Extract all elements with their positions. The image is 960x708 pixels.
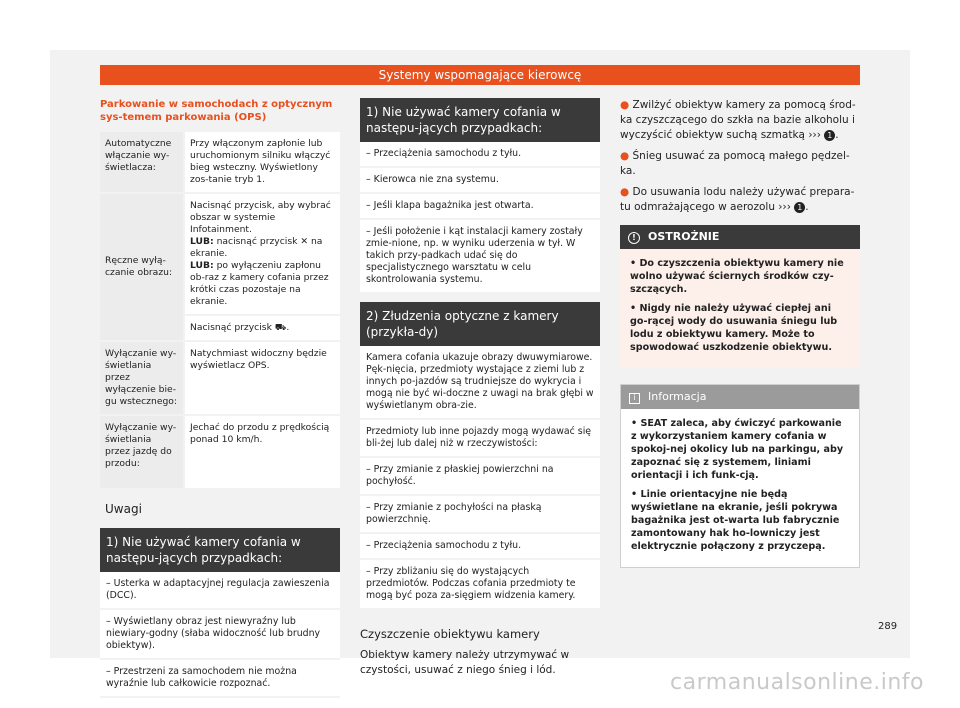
cleaning-heading: Czyszczenie obiektywu kamery xyxy=(360,627,540,641)
middle-column xyxy=(360,98,600,678)
info-body xyxy=(621,409,859,567)
info-title: Informacja xyxy=(648,390,707,403)
info-box xyxy=(620,384,860,568)
list-item: ● Do usuwania lodu należy używać prepara-tu odmrażającego w aerozolu ››› 1 . xyxy=(620,186,855,213)
lub-label: LUB: xyxy=(190,260,214,271)
caution-body xyxy=(620,249,860,368)
list-item xyxy=(620,149,860,179)
warning-box xyxy=(360,98,600,294)
info-icon: i xyxy=(629,393,640,404)
left-column xyxy=(100,98,340,698)
caution-item: • Nigdy nie należy używać ciepłej ani go-rącej wody do usuwania śniegu lub lodu z obiektywu kamery. Może to spowodować uszkodzenie obiektywu. xyxy=(630,303,838,353)
list-item: ● Zwilżyć obiektyw kamery za pomocą środ-ka czyszczącego do szkła na bazie alkoholu i wyczyścić obiektyw suchą szmatką ››› 1 . xyxy=(620,99,856,141)
page-number: 289 xyxy=(878,621,898,632)
table-row xyxy=(100,415,340,489)
warning-item: – Wyświetlany obraz jest niewyraźny lub niewiary-godny (słaba widoczność lub brudny obiektyw). xyxy=(100,610,340,660)
list-item-text: Zwilżyć obiektyw kamery za pomocą środ-ka czyszczącego do szkła na bazie alkoholu i wyczyścić obiektyw suchą szmatką ››› xyxy=(620,99,856,141)
warning-item: – Przy zbliżaniu się do wystających przedmiotów. Podczas cofania przedmioty te mogą być poza za-sięgiem widzenia kamery. xyxy=(360,560,600,610)
notes-heading: Uwagi xyxy=(105,502,142,516)
warning-item: Kamera cofania ukazuje obrazy dwuwymiarowe. Pęk-nięcia, przedmioty wystające z ziemi lub z innych po-jazdów są trudniejsze do wykrycia i mogą nie być wi-doczne z uwagi na brak głębi w wyświetlanym obra-zie. xyxy=(360,346,600,420)
warning-item: – Usterka w adaptacyjnej regulacja zawieszenia (DCC). xyxy=(100,572,340,610)
warning-title: 1) Nie używać kamery cofania w następu-jących przypadkach: xyxy=(100,528,340,572)
table-key: Wyłączanie wy-świetlania przez wyłączenie bie-gu wstecznego: xyxy=(100,341,184,415)
list-item-text: Śnieg usuwać za pomocą małego pędzel-ka. xyxy=(620,150,850,177)
bullet-icon: ● xyxy=(620,186,630,198)
list-item-text: Do usuwania lodu należy używać prepara-tu odmrażającego w aerozolu ››› xyxy=(620,186,855,213)
caution-item: • Do czyszczenia obiektywu kamery nie wolno używać ściernych środków czy-szczących. xyxy=(630,258,844,295)
caution-title: OSTROŻNIE xyxy=(648,230,720,243)
info-item: • Linie orientacyjne nie będą wyświetlane na ekranie, jeśli pokrywa bagażnika jest ot-warta lub fabrycznie zamontowany hak ho-lowniczy jest elektrycznie połączony z przyczepą. xyxy=(631,489,840,552)
warning-item: – Przeciążenia samochodu z tyłu. xyxy=(360,534,600,560)
warning-item: – Jeśli klapa bagażnika jest otwarta. xyxy=(360,194,600,220)
section-title: Parkowanie w samochodach z optycznym sys-temem parkowania (OPS) xyxy=(100,99,333,123)
table-value: Jechać do przodu z prędkością ponad 10 km/h. xyxy=(184,415,340,489)
caution-icon: ! xyxy=(628,232,640,244)
info-item: • SEAT zaleca, aby ćwiczyć parkowanie z wykorzystaniem kamery cofania w spokoj-nej okolicy lub na parkingu, aby zapoznać się z systemem, liniami orientacji i ich funk-cją. xyxy=(631,418,844,481)
table-key: Ręczne wyłą-czanie obrazu: xyxy=(100,193,184,341)
table-value: Nacisnąć przycisk ⛟. xyxy=(184,315,340,341)
table-key: Wyłączanie wy-świetlania przez jazdę do przodu: xyxy=(100,415,184,489)
warning-item: – Jeśli położenie i kąt instalacji kamery zostały zmie-nione, np. w wyniku uderzenia w tył. W takich przy-padkach udać się do specjalistycznego warsztatu w celu skontrolowania systemu. xyxy=(360,220,600,294)
warning-item: Przedmioty lub inne pojazdy mogą wydawać się bli-żej lub dalej niż w rzeczywistości: xyxy=(360,420,600,458)
bullet-icon: ● xyxy=(620,150,630,162)
info-header xyxy=(621,385,859,409)
table-row xyxy=(100,132,340,193)
right-column xyxy=(620,98,860,568)
lub-label: LUB: xyxy=(190,236,214,247)
warning-item: – Kierowca nie zna systemu. xyxy=(360,168,600,194)
lub-text: po wyłączeniu zapłonu ob-raz z kamery cofania przez krótki czas pozostaje na ekranie. xyxy=(190,260,329,307)
warning-box xyxy=(360,302,600,610)
reference-number-icon[interactable]: 1 xyxy=(824,130,835,141)
ops-table xyxy=(100,132,340,490)
warning-item: – Przeciążenia samochodu z tyłu. xyxy=(360,142,600,168)
table-value: Przy włączonym zapłonie lub uruchomionym silniku włączyć bieg wsteczny. Wyświetlony zos-tanie tryb 1. xyxy=(184,132,340,193)
table-value-text: Nacisnąć przycisk, aby wybrać obszar w systemie Infotainment. xyxy=(190,200,331,235)
table-value xyxy=(184,193,340,315)
reference-number-icon[interactable]: 1 xyxy=(794,202,805,213)
lub-text: nacisnąć przycisk ✕ na ekranie. xyxy=(190,236,323,259)
table-value: Natychmiast widoczny będzie wyświetlacz OPS. xyxy=(184,341,340,415)
page-header: Systemy wspomagające kierowcę xyxy=(100,65,860,85)
watermark: carmanualsonline.info xyxy=(670,670,924,695)
warning-item: – Przy zmianie z płaskiej powierzchni na pochyłość. xyxy=(360,458,600,496)
warning-title: 1) Nie używać kamery cofania w następu-jących przypadkach: xyxy=(360,98,600,142)
caution-header xyxy=(620,225,860,249)
warning-item: – Przy zmianie z pochyłości na płaską powierzchnię. xyxy=(360,496,600,534)
table-row xyxy=(100,341,340,415)
warning-item: – Przestrzeni za samochodem nie można wyraźnie lub całkowicie rozpoznać. xyxy=(100,660,340,698)
warning-title: 2) Złudzenia optyczne z kamery (przykła-dy) xyxy=(360,302,600,346)
cleaning-text: Obiektyw kamery należy utrzymywać w czystości, usuwać z niego śnieg i lód. xyxy=(360,649,570,676)
table-key: Automatyczne włączanie wy-świetlacza: xyxy=(100,132,184,193)
table-row xyxy=(100,193,340,315)
caution-box xyxy=(620,225,860,368)
bullet-icon: ● xyxy=(620,99,630,111)
